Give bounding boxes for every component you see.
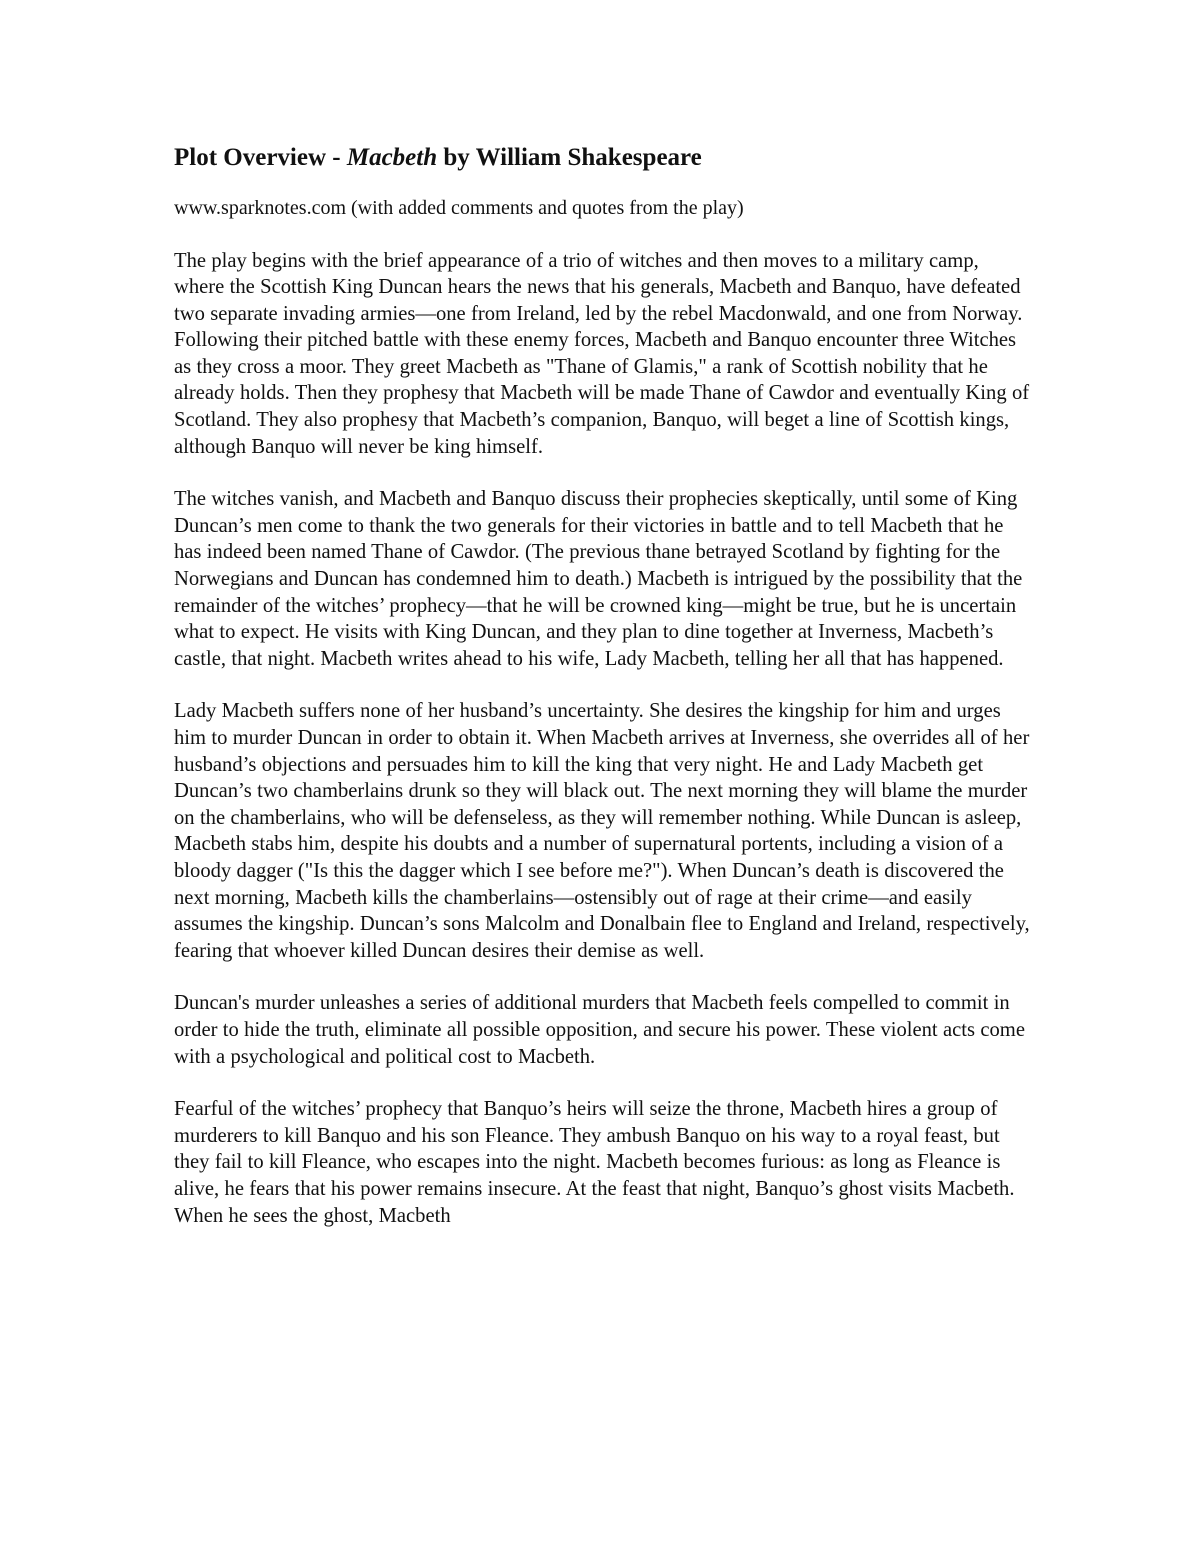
title-suffix: by William Shakespeare: [437, 144, 702, 171]
source-line: www.sparknotes.com (with added comments and quotes from the play): [174, 197, 744, 219]
document-title: [174, 140, 1034, 176]
title-prefix: Plot Overview -: [174, 144, 347, 171]
paragraph-additional-murders: Duncan's murder unleashes a series of additional murders that Macbeth feels compelled to commit in order to hide the truth, eliminate all possible opposition, and secure his power. These violent acts come with a psychological and political cost to Macbeth.: [174, 992, 1025, 1068]
paragraph-opening: The play begins with the brief appearance of a trio of witches and then moves to a military camp, where the Scottish King Duncan hears the news that his generals, Macbeth and Banquo, have defeated two separate invading armies—one from Ireland, led by the rebel Macdonwald, and one from Norway. Following their pitched battle with these enemy forces, Macbeth and Banquo encounter three Witches as they cross a moor. They greet Macbeth as "Thane of Glamis," a rank of Scottish nobility that he already holds. Then they prophesy that Macbeth will be made Thane of Cawdor and eventually King of Scotland. They also prophesy that Macbeth’s companion, Banquo, will beget a line of Scottish kings, although Banquo will never be king himself.: [174, 249, 1030, 458]
title-play-name: Macbeth: [346, 144, 438, 171]
document-page: [174, 140, 1034, 1229]
paragraph-thane-of-cawdor: The witches vanish, and Macbeth and Banquo discuss their prophecies skeptically, until some of King Duncan’s men come to thank the two generals for their victories in battle and to tell Macbeth that he has indeed been named Thane of Cawdor. (The previous thane betrayed Scotland by fighting for the Norwegians and Duncan has condemned him to death.) Macbeth is intrigued by the possibility that the remainder of the witches’ prophecy—that he will be crowned king—might be true, but he is uncertain what to expect. He visits with King Duncan, and they plan to dine together at Inverness, Macbeth’s castle, that night. Macbeth writes ahead to his wife, Lady Macbeth, telling her all that has happened.: [174, 488, 1023, 670]
paragraph-banquo-fleance: Fearful of the witches’ prophecy that Banquo’s heirs will seize the throne, Macbeth hires a group of murderers to kill Banquo and his son Fleance. They ambush Banquo on his way to a royal feast, but they fail to kill Fleance, who escapes into the night. Macbeth becomes furious: as long as Fleance is alive, he fears that his power remains insecure. At the feast that night, Banquo’s ghost visits Macbeth. When he sees the ghost, Macbeth: [174, 1098, 1015, 1227]
paragraph-lady-macbeth: Lady Macbeth suffers none of her husband’s uncertainty. She desires the kingship for him and urges him to murder Duncan in order to obtain it. When Macbeth arrives at Inverness, she overrides all of her husband’s objections and persuades him to kill the king that very night. He and Lady Macbeth get Duncan’s two chamberlains drunk so they will black out. The next morning they will blame the murder on the chamberlains, who will be defenseless, as they will remember nothing. While Duncan is asleep, Macbeth stabs him, despite his doubts and a number of supernatural portents, including a vision of a bloody dagger ("Is this the dagger which I see before me?"). When Duncan’s death is discovered the next morning, Macbeth kills the chamberlains—ostensibly out of rage at their crime—and easily assumes the kingship. Duncan’s sons Malcolm and Donalbain flee to England and Ireland, respectively, fearing that whoever killed Duncan desires their demise as well.: [174, 700, 1030, 962]
